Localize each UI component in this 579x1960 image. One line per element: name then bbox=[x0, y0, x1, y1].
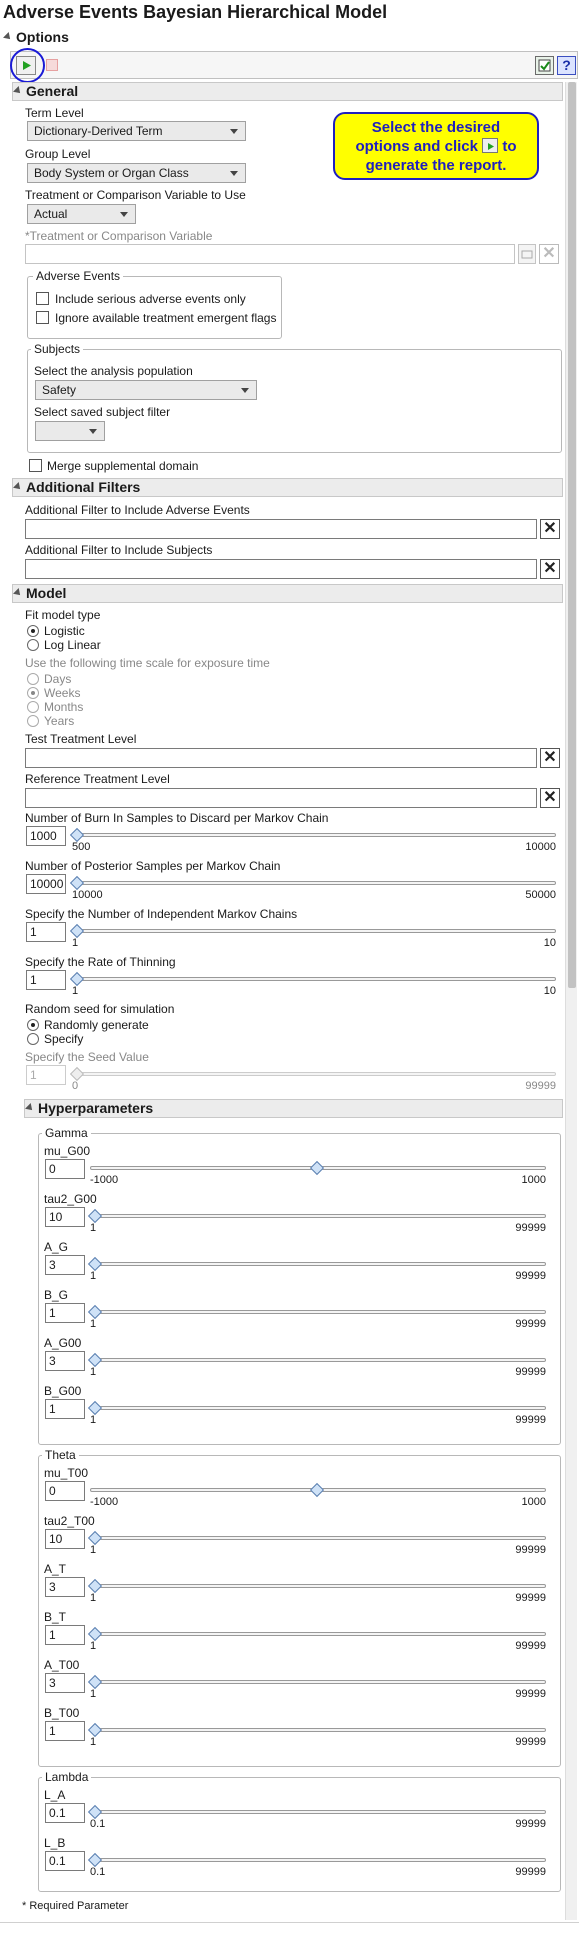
fit-type-label: Fit model type bbox=[25, 608, 101, 622]
hyper-tau2-t00-track[interactable] bbox=[90, 1536, 546, 1540]
term-level-label: Term Level bbox=[25, 106, 84, 120]
chains-track[interactable] bbox=[72, 929, 556, 933]
time-scale-radio-0[interactable] bbox=[27, 673, 39, 685]
posterior-min: 10000 bbox=[72, 889, 103, 901]
serious-ae-label: Include serious adverse events only bbox=[55, 292, 246, 306]
hyper-l-b-input[interactable]: 0.1 bbox=[45, 1851, 85, 1871]
hyper-b-g00-label: B_G00 bbox=[44, 1384, 82, 1398]
hyper-a-t00-label: A_T00 bbox=[44, 1658, 80, 1672]
general-section-bar bbox=[12, 82, 563, 101]
adverse-events-group-label: Adverse Events bbox=[33, 269, 123, 283]
burnin-max: 10000 bbox=[525, 841, 556, 853]
theta-group-label: Theta bbox=[42, 1448, 79, 1462]
time-scale-radio-label-0: Days bbox=[44, 672, 72, 686]
seed-mode-radio-label-1: Specify bbox=[44, 1032, 84, 1046]
group-level-select[interactable] bbox=[27, 163, 246, 183]
model-section-bar bbox=[12, 584, 563, 603]
seed-value-max: 99999 bbox=[525, 1080, 556, 1092]
hyper-mu-t00-input[interactable]: 0 bbox=[45, 1481, 85, 1501]
ignore-flags-checkbox[interactable] bbox=[36, 311, 49, 324]
hyper-b-g-min: 1 bbox=[90, 1318, 97, 1330]
run-icon bbox=[482, 138, 498, 153]
list-icon bbox=[519, 245, 535, 263]
time-scale-radio-label-1: Weeks bbox=[44, 686, 81, 700]
treatment-var-field[interactable] bbox=[25, 244, 515, 264]
ae-filter-field[interactable] bbox=[25, 519, 537, 539]
time-scale-radio-label-2: Months bbox=[44, 700, 84, 714]
thinning-thumb[interactable] bbox=[70, 972, 84, 986]
hyper-b-g00-input[interactable]: 1 bbox=[45, 1399, 85, 1419]
required-note: * Required Parameter bbox=[22, 1900, 129, 1912]
hyper-a-g-input[interactable]: 3 bbox=[45, 1255, 85, 1275]
hyper-b-t-min: 1 bbox=[90, 1640, 97, 1652]
bottom-divider bbox=[0, 1922, 579, 1923]
saved-filter-label: Select saved subject filter bbox=[34, 405, 171, 419]
hyper-mu-t00-min: -1000 bbox=[90, 1496, 119, 1508]
hyper-l-b-min: 0.1 bbox=[90, 1866, 106, 1878]
hyper-a-g-track[interactable] bbox=[90, 1262, 546, 1266]
hyper-tau2-t00-max: 99999 bbox=[515, 1544, 546, 1556]
disclosure-icon bbox=[25, 1103, 35, 1113]
treatment-var-list-button[interactable] bbox=[518, 244, 536, 264]
hyper-a-t-min: 1 bbox=[90, 1592, 97, 1604]
hyper-a-t00-input[interactable]: 3 bbox=[45, 1673, 85, 1693]
help-icon: ? bbox=[562, 57, 571, 73]
clear-icon: ✕ bbox=[543, 560, 557, 577]
save-script-button[interactable] bbox=[535, 56, 554, 75]
hyper-b-t-max: 99999 bbox=[515, 1640, 546, 1652]
hyper-l-b-track[interactable] bbox=[90, 1858, 546, 1862]
thinning-min: 1 bbox=[72, 985, 79, 997]
scrollbar-thumb[interactable] bbox=[568, 82, 576, 988]
time-scale-radio-2[interactable] bbox=[27, 701, 39, 713]
hyper-tau2-t00-min: 1 bbox=[90, 1544, 97, 1556]
posterior-input[interactable]: 10000 bbox=[26, 874, 66, 894]
help-button[interactable] bbox=[557, 56, 576, 75]
chains-input[interactable]: 1 bbox=[26, 922, 66, 942]
hyper-a-g-min: 1 bbox=[90, 1270, 97, 1282]
thinning-max: 10 bbox=[543, 985, 556, 997]
thinning-input[interactable]: 1 bbox=[26, 970, 66, 990]
model-title: Model bbox=[26, 585, 67, 601]
hyper-a-t00-min: 1 bbox=[90, 1688, 97, 1700]
hyper-b-t-track[interactable] bbox=[90, 1632, 546, 1636]
ae-filter-label: Additional Filter to Include Adverse Events bbox=[25, 503, 250, 517]
chains-min: 1 bbox=[72, 937, 79, 949]
burnin-input[interactable]: 1000 bbox=[26, 826, 66, 846]
posterior-max: 50000 bbox=[525, 889, 556, 901]
hyper-b-t00-min: 1 bbox=[90, 1736, 97, 1748]
ref-level-field[interactable] bbox=[25, 788, 537, 808]
hyper-b-t00-track[interactable] bbox=[90, 1728, 546, 1732]
group-level-label: Group Level bbox=[25, 147, 91, 161]
disclosure-icon bbox=[13, 588, 23, 598]
hyper-mu-g00-label: mu_G00 bbox=[44, 1144, 91, 1158]
hyper-tau2-g00-max: 99999 bbox=[515, 1222, 546, 1234]
general-header[interactable] bbox=[14, 83, 78, 99]
group-level-value: Body System or Organ Class bbox=[34, 166, 189, 180]
disclosure-icon bbox=[13, 86, 23, 96]
save-script-icon bbox=[536, 57, 553, 74]
hyper-a-t-input[interactable]: 3 bbox=[45, 1577, 85, 1597]
treatment-var-label: *Treatment or Comparison Variable bbox=[25, 229, 213, 243]
hyper-b-t-label: B_T bbox=[44, 1610, 67, 1624]
callout-line2a: options and click bbox=[355, 138, 478, 155]
hyper-b-g-input[interactable]: 1 bbox=[45, 1303, 85, 1323]
seed-value-track[interactable] bbox=[72, 1072, 556, 1076]
callout-line1: Select the desired bbox=[371, 119, 501, 136]
hyper-mu-g00-min: -1000 bbox=[90, 1174, 119, 1186]
posterior-label: Number of Posterior Samples per Markov Chain bbox=[25, 859, 281, 873]
ignore-flags-label: Ignore available treatment emergent flags bbox=[55, 311, 277, 325]
filters-title: Additional Filters bbox=[26, 479, 141, 495]
fit-type-radio-1[interactable] bbox=[27, 639, 39, 651]
seed-mode-radio-0[interactable] bbox=[27, 1019, 39, 1031]
disclosure-icon bbox=[3, 32, 13, 42]
fit-type-radio-label-1: Log Linear bbox=[44, 638, 101, 652]
hyper-a-g00-label: A_G00 bbox=[44, 1336, 82, 1350]
hyper-b-t00-label: B_T00 bbox=[44, 1706, 80, 1720]
treatment-select[interactable] bbox=[27, 204, 136, 224]
adverse-events-group bbox=[27, 276, 282, 339]
hyper-b-g00-track[interactable] bbox=[90, 1406, 546, 1410]
hyper-a-t-track[interactable] bbox=[90, 1584, 546, 1588]
term-level-value: Dictionary-Derived Term bbox=[34, 124, 163, 138]
window-title: Adverse Events Bayesian Hierarchical Model bbox=[3, 2, 388, 22]
test-level-clear-button[interactable] bbox=[540, 748, 560, 768]
toolbar bbox=[10, 51, 578, 79]
instruction-callout bbox=[333, 112, 539, 180]
thinning-track[interactable] bbox=[72, 977, 556, 981]
subjects-group-label: Subjects bbox=[31, 342, 83, 356]
saved-filter-select[interactable] bbox=[35, 421, 105, 441]
hyper-b-t00-input[interactable]: 1 bbox=[45, 1721, 85, 1741]
hyper-l-a-input[interactable]: 0.1 bbox=[45, 1803, 85, 1823]
hyper-mu-t00-label: mu_T00 bbox=[44, 1466, 89, 1480]
seed-value-label: Specify the Seed Value bbox=[25, 1050, 149, 1064]
general-title: General bbox=[26, 83, 79, 99]
hyper-tau2-t00-input[interactable]: 10 bbox=[45, 1529, 85, 1549]
clear-icon: ✕ bbox=[543, 789, 557, 806]
chevron-down-icon bbox=[89, 429, 97, 434]
options-label: Options bbox=[16, 29, 69, 45]
seed-mode-radio-label-0: Randomly generate bbox=[44, 1018, 149, 1032]
serious-ae-checkbox[interactable] bbox=[36, 292, 49, 305]
burnin-min: 500 bbox=[72, 841, 91, 853]
burnin-label: Number of Burn In Samples to Discard per Markov Chain bbox=[25, 811, 329, 825]
seed-mode-radio-1[interactable] bbox=[27, 1033, 39, 1045]
ae-filter-clear-button[interactable] bbox=[540, 519, 560, 539]
stop-icon bbox=[46, 59, 58, 71]
subj-filter-clear-button[interactable] bbox=[540, 559, 560, 579]
time-scale-radio-label-3: Years bbox=[44, 714, 75, 728]
chevron-down-icon bbox=[120, 212, 128, 217]
chevron-down-icon bbox=[230, 129, 238, 134]
term-level-select[interactable] bbox=[27, 121, 246, 141]
hyper-a-t-max: 99999 bbox=[515, 1592, 546, 1604]
fit-type-radio-label-0: Logistic bbox=[44, 624, 85, 638]
treatment-var-clear-button[interactable] bbox=[539, 244, 559, 264]
clear-icon: ✕ bbox=[543, 749, 557, 766]
hyper-a-g00-track[interactable] bbox=[90, 1358, 546, 1362]
hyper-l-a-min: 0.1 bbox=[90, 1818, 106, 1830]
filters-header[interactable] bbox=[14, 479, 140, 495]
burnin-thumb[interactable] bbox=[70, 828, 84, 842]
treatment-label: Treatment or Comparison Variable to Use bbox=[25, 188, 246, 202]
hyper-b-g00-min: 1 bbox=[90, 1414, 97, 1426]
merge-supplemental-checkbox[interactable] bbox=[29, 459, 42, 472]
options-header[interactable] bbox=[4, 29, 69, 45]
hyper-header[interactable] bbox=[26, 1100, 153, 1116]
hyper-tau2-g00-min: 1 bbox=[90, 1222, 97, 1234]
population-select[interactable] bbox=[35, 380, 257, 400]
hyper-title: Hyperparameters bbox=[38, 1100, 154, 1116]
hyper-a-g-label: A_G bbox=[44, 1240, 69, 1254]
hyper-b-g00-max: 99999 bbox=[515, 1414, 546, 1426]
hyper-mu-g00-max: 1000 bbox=[521, 1174, 546, 1186]
seed-value-min: 0 bbox=[72, 1080, 79, 1092]
hyper-l-b-label: L_B bbox=[44, 1836, 66, 1850]
hyper-a-g-max: 99999 bbox=[515, 1270, 546, 1282]
hyper-b-t00-max: 99999 bbox=[515, 1736, 546, 1748]
ref-level-label: Reference Treatment Level bbox=[25, 772, 170, 786]
clear-icon: ✕ bbox=[542, 245, 556, 262]
highlight-ring bbox=[10, 48, 45, 83]
subj-filter-label: Additional Filter to Include Subjects bbox=[25, 543, 213, 557]
chains-max: 10 bbox=[543, 937, 556, 949]
hyper-a-t00-max: 99999 bbox=[515, 1688, 546, 1700]
disclosure-icon bbox=[13, 482, 23, 492]
hyper-l-b-max: 99999 bbox=[515, 1866, 546, 1878]
clear-icon: ✕ bbox=[543, 520, 557, 537]
subj-filter-field[interactable] bbox=[25, 559, 537, 579]
fit-type-radio-0[interactable] bbox=[27, 625, 39, 637]
hyper-tau2-g00-input[interactable]: 10 bbox=[45, 1207, 85, 1227]
burnin-track[interactable] bbox=[72, 833, 556, 837]
hyper-mu-t00-max: 1000 bbox=[521, 1496, 546, 1508]
merge-supplemental-label: Merge supplemental domain bbox=[47, 459, 199, 473]
treatment-value: Actual bbox=[34, 207, 68, 221]
population-label: Select the analysis population bbox=[34, 364, 193, 378]
hyper-b-g-label: B_G bbox=[44, 1288, 69, 1302]
hyper-b-t-input[interactable]: 1 bbox=[45, 1625, 85, 1645]
callout-line3: generate the report. bbox=[365, 157, 507, 174]
gamma-group-label: Gamma bbox=[42, 1126, 91, 1140]
chevron-down-icon bbox=[230, 171, 238, 176]
posterior-track[interactable] bbox=[72, 881, 556, 885]
hyper-l-a-label: L_A bbox=[44, 1788, 66, 1802]
posterior-thumb[interactable] bbox=[70, 876, 84, 890]
lambda-group-label: Lambda bbox=[42, 1770, 91, 1784]
test-level-field[interactable] bbox=[25, 748, 537, 768]
hyper-b-g-track[interactable] bbox=[90, 1310, 546, 1314]
callout-line2b: to bbox=[502, 138, 517, 155]
lambda-group bbox=[38, 1777, 561, 1892]
seed-value-input[interactable]: 1 bbox=[26, 1065, 66, 1085]
model-header[interactable] bbox=[14, 585, 66, 601]
hyper-tau2-g00-label: tau2_G00 bbox=[44, 1192, 97, 1206]
time-scale-radio-3[interactable] bbox=[27, 715, 39, 727]
hyper-tau2-g00-track[interactable] bbox=[90, 1214, 546, 1218]
ref-level-clear-button[interactable] bbox=[540, 788, 560, 808]
hyper-a-g00-min: 1 bbox=[90, 1366, 97, 1378]
seed-label: Random seed for simulation bbox=[25, 1002, 175, 1016]
population-value: Safety bbox=[42, 383, 77, 397]
hyper-a-g00-max: 99999 bbox=[515, 1366, 546, 1378]
seed-value-thumb[interactable] bbox=[70, 1067, 84, 1081]
time-scale-radio-1[interactable] bbox=[27, 687, 39, 699]
thinning-label: Specify the Rate of Thinning bbox=[25, 955, 176, 969]
chains-thumb[interactable] bbox=[70, 924, 84, 938]
hyper-a-t-label: A_T bbox=[44, 1562, 67, 1576]
hyper-b-g-max: 99999 bbox=[515, 1318, 546, 1330]
test-level-label: Test Treatment Level bbox=[25, 732, 137, 746]
hyper-a-g00-input[interactable]: 3 bbox=[45, 1351, 85, 1371]
hyper-mu-g00-input[interactable]: 0 bbox=[45, 1159, 85, 1179]
hyper-l-a-max: 99999 bbox=[515, 1818, 546, 1830]
hyper-tau2-t00-label: tau2_T00 bbox=[44, 1514, 95, 1528]
chains-label: Specify the Number of Independent Markov Chains bbox=[25, 907, 298, 921]
time-scale-label: Use the following time scale for exposure time bbox=[25, 656, 270, 670]
hyper-l-a-track[interactable] bbox=[90, 1810, 546, 1814]
chevron-down-icon bbox=[241, 388, 249, 393]
scrollbar[interactable] bbox=[565, 82, 577, 1920]
hyper-a-t00-track[interactable] bbox=[90, 1680, 546, 1684]
